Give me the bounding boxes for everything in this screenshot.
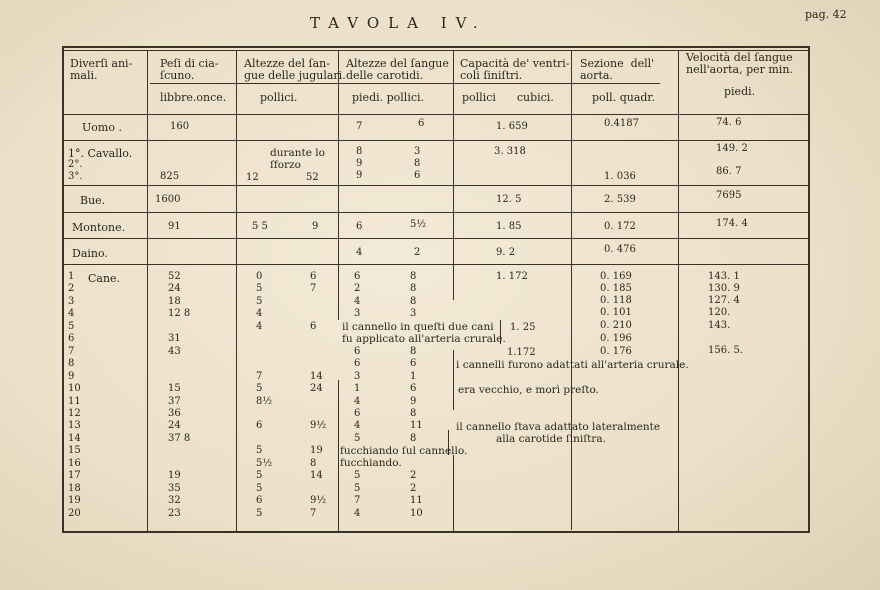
carotid-feet: 6: [354, 408, 361, 419]
aorta-cell: 0. 210: [600, 320, 632, 331]
jugular-value: 14: [310, 371, 323, 382]
jugular-value: 5: [256, 508, 263, 519]
note-text: fu applicato all'arteria crurale.: [342, 333, 506, 345]
jugular-value: 9½: [310, 495, 327, 506]
carotid-feet: 6: [354, 358, 361, 369]
weight-cell: 32: [168, 495, 181, 506]
header-weights: Peſi di cia- ſcuno.: [160, 57, 219, 82]
carotid-feet: 8: [356, 146, 363, 157]
jugular-value: 8: [310, 458, 317, 469]
page-number: pag. 42: [805, 8, 847, 21]
header-carotid-unit: piedi. pollici.: [352, 91, 425, 104]
velocity-cell: 74. 6: [716, 117, 742, 128]
header-aorta-unit: poll. quadr.: [592, 91, 655, 104]
jugular-note: ſforzo: [270, 159, 301, 171]
jugular-value: 19: [310, 445, 323, 456]
velocity-cell: 7695: [716, 190, 742, 201]
note-text: fucchiando ſul cannello.: [340, 445, 468, 457]
jugular-value: 5: [256, 383, 263, 394]
carotid-feet: 4: [354, 296, 361, 307]
capacity-cell: 9. 2: [496, 247, 516, 258]
aorta-cell: 0. 118: [600, 295, 632, 306]
aorta-cell: 0. 169: [600, 271, 632, 282]
header-jugular-unit: pollici.: [260, 91, 298, 104]
animal-name: Daino.: [72, 247, 108, 260]
jugular-value: 5½: [256, 458, 273, 469]
carotid-inches: 10: [410, 508, 423, 519]
carotid-feet: 4: [354, 420, 361, 431]
jugular-value: 8½: [256, 396, 273, 407]
capacity-cell: 1. 25: [510, 322, 536, 333]
dog-number: 17: [68, 470, 81, 481]
weight-cell: 12 8: [168, 308, 191, 319]
aorta-cell: 0.4187: [604, 118, 639, 129]
dog-number: 6: [68, 333, 75, 344]
jugular-value: 5: [256, 283, 263, 294]
animal-name: Uomo .: [82, 121, 122, 134]
aorta-cell: 0. 185: [600, 283, 632, 294]
weight-cell: 15: [168, 383, 181, 394]
capacity-cell: 3. 318: [494, 146, 526, 157]
carotid-inches: 11: [410, 495, 423, 506]
weight-cell: 35: [168, 483, 181, 494]
dog-number: 18: [68, 483, 81, 494]
capacity-cell: 12. 5: [496, 194, 522, 205]
jugular-value: 14: [310, 470, 323, 481]
carotid-feet: 7: [356, 121, 363, 132]
aorta-cell: 0. 172: [604, 221, 636, 232]
velocity-cell: 156. 5.: [708, 345, 743, 356]
weight-cell: 91: [168, 221, 181, 232]
carotid-feet: 9: [356, 158, 363, 169]
jugular-value: 6: [256, 495, 263, 506]
cane-label: Cane.: [88, 272, 121, 285]
carotid-inches: 5½: [410, 219, 427, 230]
velocity-cell: 86. 7: [716, 166, 742, 177]
carotid-feet: 3: [354, 308, 361, 319]
carotid-feet: 6: [356, 221, 363, 232]
carotid-inches: 6: [414, 170, 421, 181]
jugular-value: 12: [246, 172, 259, 183]
header-jugular: Altezze del ſan- gue delle jugulari.: [244, 57, 346, 82]
weight-cell: 36: [168, 408, 181, 419]
jugular-value: 5: [256, 296, 263, 307]
header-animals: Diverſi ani- mali.: [70, 57, 133, 82]
aorta-cell: 1. 036: [604, 171, 636, 182]
header-weights-unit: libbre.once.: [160, 91, 227, 104]
velocity-cell: 127. 4: [708, 295, 740, 306]
dog-number: 14: [68, 433, 81, 444]
aorta-cell: 0. 196: [600, 333, 632, 344]
carotid-inches: 9: [410, 396, 417, 407]
animal-name: 2°.: [68, 159, 83, 170]
jugular-value: 5: [256, 483, 263, 494]
velocity-cell: 143. 1: [708, 271, 740, 282]
carotid-feet: 6: [354, 346, 361, 357]
dog-number: 5: [68, 321, 75, 332]
dog-number: 12: [68, 408, 81, 419]
dog-number: 4: [68, 308, 75, 319]
carotid-inches: 8: [410, 283, 417, 294]
animal-name: Montone.: [72, 221, 126, 234]
aorta-cell: 0. 176: [600, 346, 632, 357]
note-text: alla carotide ſiniſtra.: [496, 433, 606, 445]
carotid-inches: 6: [418, 118, 425, 129]
carotid-inches: 8: [410, 433, 417, 444]
jugular-value: 24: [310, 383, 323, 394]
dog-number: 19: [68, 495, 81, 506]
carotid-feet: 4: [354, 396, 361, 407]
carotid-inches: 8: [414, 158, 421, 169]
dog-number: 7: [68, 346, 75, 357]
carotid-feet: 5: [354, 433, 361, 444]
aorta-cell: 0. 476: [604, 244, 636, 255]
dog-number: 10: [68, 383, 81, 394]
dog-number: 9: [68, 371, 75, 382]
weight-cell: 37: [168, 396, 181, 407]
carotid-inches: 2: [410, 470, 417, 481]
jugular-value: 7: [310, 283, 317, 294]
carotid-feet: 5: [354, 483, 361, 494]
carotid-inches: 8: [410, 271, 417, 282]
jugular-note: durante lo: [270, 147, 325, 159]
velocity-cell: 174. 4: [716, 218, 748, 229]
carotid-inches: 6: [410, 358, 417, 369]
header-aorta: Sezione dell' aorta.: [580, 57, 655, 82]
weight-cell: 160: [170, 121, 190, 132]
velocity-cell: 120.: [708, 307, 731, 318]
capacity-cell: 1. 659: [496, 121, 528, 132]
weight-cell: 37 8: [168, 433, 191, 444]
jugular-value: 52: [306, 172, 319, 183]
carotid-feet: 4: [354, 508, 361, 519]
jugular-value: 7: [310, 508, 317, 519]
velocity-cell: 149. 2: [716, 143, 748, 154]
weight-cell: 24: [168, 283, 181, 294]
carotid-inches: 11: [410, 420, 423, 431]
carotid-inches: 8: [410, 296, 417, 307]
jugular-value: 4: [256, 321, 263, 332]
carotid-feet: 2: [354, 283, 361, 294]
note-text: i cannelli furono adattati all'arteria crurale.: [456, 359, 689, 371]
velocity-cell: 130. 9: [708, 283, 740, 294]
jugular-value: 9½: [310, 420, 327, 431]
jugular-value: 6: [256, 420, 263, 431]
animal-name: 3°.: [68, 171, 83, 182]
note-text: fucchiando.: [340, 457, 402, 469]
capacity-cell: 1. 85: [496, 221, 522, 232]
dog-number: 1: [68, 271, 75, 282]
note-text: il cannello in queſti due cani: [342, 321, 494, 333]
weight-cell: 825: [160, 171, 180, 182]
carotid-feet: 9: [356, 170, 363, 181]
aorta-cell: 2. 539: [604, 194, 636, 205]
dog-number: 2: [68, 283, 75, 294]
carotid-feet: 7: [354, 495, 361, 506]
carotid-inches: 3: [414, 146, 421, 157]
carotid-inches: 6: [410, 383, 417, 394]
dog-number: 20: [68, 508, 81, 519]
note-text: era vecchio, e morì preſto.: [458, 384, 599, 396]
note-text: il cannello ſtava adattato lateralmente: [456, 421, 661, 433]
dog-number: 15: [68, 445, 81, 456]
weight-cell: 43: [168, 346, 181, 357]
carotid-inches: 1: [410, 371, 417, 382]
aorta-cell: 0. 101: [600, 307, 632, 318]
jugular-value: 7: [256, 371, 263, 382]
dog-number: 16: [68, 458, 81, 469]
jugular-value: 9: [312, 221, 319, 232]
carotid-inches: 2: [410, 483, 417, 494]
capacity-cell: 1.172: [507, 347, 536, 358]
weight-cell: 19: [168, 470, 181, 481]
carotid-inches: 3: [410, 308, 417, 319]
header-velocity-unit: piedi.: [724, 85, 756, 98]
weight-cell: 18: [168, 296, 181, 307]
header-capacity: Capacità de' ventri- coli ſiniſtri.: [460, 57, 570, 82]
jugular-value: 5: [256, 445, 263, 456]
carotid-inches: 2: [414, 247, 421, 258]
jugular-value: 6: [310, 271, 317, 282]
header-capacity-unit: pollici cubici.: [462, 91, 554, 104]
weight-cell: 24: [168, 420, 181, 431]
dog-number: 3: [68, 296, 75, 307]
dog-number: 13: [68, 420, 81, 431]
jugular-value: 6: [310, 321, 317, 332]
dog-number: 8: [68, 358, 75, 369]
jugular-value: 5: [256, 470, 263, 481]
page-title: TAVOLA IV.: [310, 14, 487, 32]
jugular-value: 4: [256, 308, 263, 319]
animal-name: Bue.: [80, 194, 106, 207]
header-carotid: Altezze del ſangue delle carotidi.: [346, 57, 449, 82]
carotid-feet: 5: [354, 470, 361, 481]
animal-name: 1°. Cavallo.: [68, 147, 133, 160]
carotid-feet: 1: [354, 383, 361, 394]
weight-cell: 52: [168, 271, 181, 282]
carotid-inches: 8: [410, 408, 417, 419]
header-velocity: Velocità del ſangue nell'aorta, per min.: [686, 51, 793, 76]
jugular-value: 0: [256, 271, 263, 282]
capacity-cell: 1. 172: [496, 271, 528, 282]
carotid-feet: 3: [354, 371, 361, 382]
dog-number: 11: [68, 396, 81, 407]
carotid-feet: 6: [354, 271, 361, 282]
weight-cell: 23: [168, 508, 181, 519]
weight-cell: 31: [168, 333, 181, 344]
weight-cell: 1600: [155, 194, 181, 205]
velocity-cell: 143.: [708, 320, 731, 331]
carotid-inches: 8: [410, 346, 417, 357]
jugular-value: 5 5: [252, 221, 268, 232]
carotid-feet: 4: [356, 247, 363, 258]
